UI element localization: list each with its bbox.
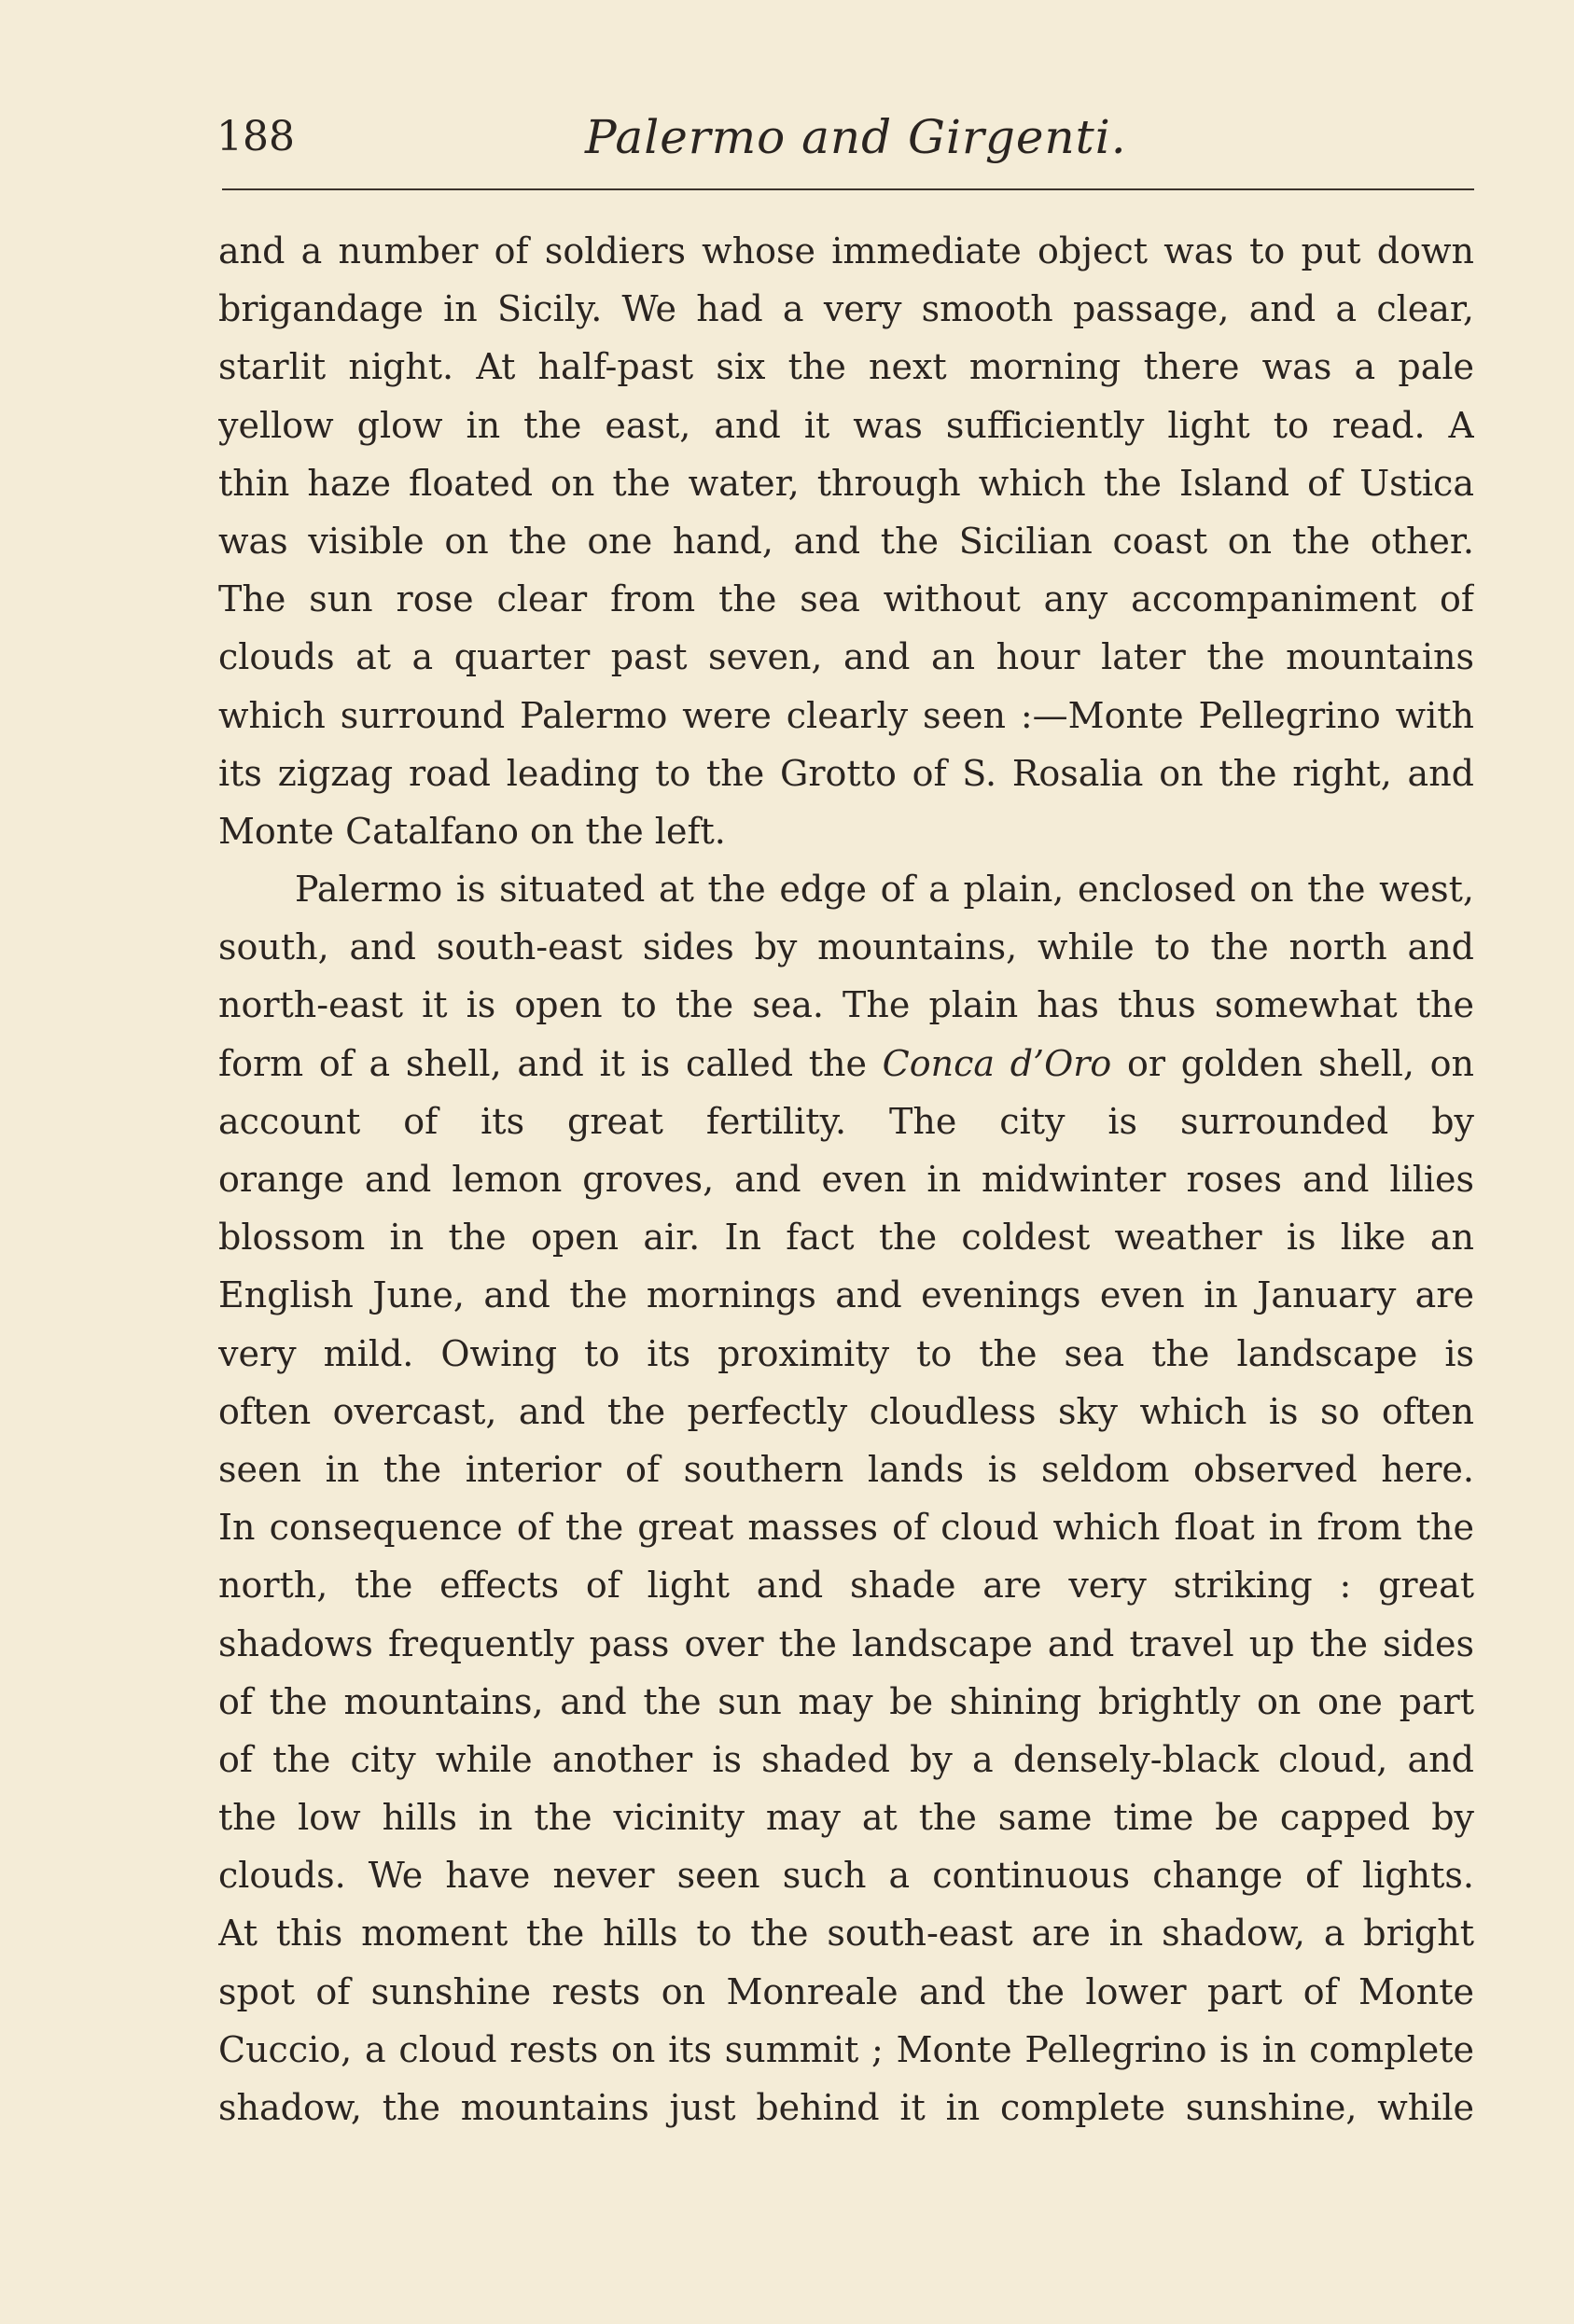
text-line: its zigzag road leading to the Grotto of S. Rosalia on the right, and: [218, 752, 1474, 794]
text-line: clouds. We have never seen such a continuous change of lights.: [218, 1855, 1474, 1897]
paragraph-2: [218, 860, 1474, 2136]
running-title: Palermo and Girgenti.: [585, 110, 1127, 164]
text-line: spot of sunshine rests on Monreale and the lower part of Monte: [218, 1970, 1474, 2012]
text-line: In consequence of the great masses of cloud which float in from the: [218, 1507, 1474, 1549]
text-line: often overcast, and the perfectly cloudless sky which is so often: [218, 1390, 1474, 1432]
text-line: was visible on the one hand, and the Sicilian coast on the other.: [218, 520, 1474, 562]
text-line: Monte Catalfano on the left.: [218, 810, 726, 852]
body-text: [218, 222, 1474, 2136]
text-line: yellow glow in the east, and it was sufficiently light to read. A: [218, 404, 1474, 446]
page-header: [216, 104, 1476, 170]
text-line: very mild. Owing to its proximity to the sea the landscape is: [218, 1332, 1474, 1374]
text-line: shadow, the mountains just behind it in complete sunshine, while: [218, 2087, 1474, 2128]
text-line: Cuccio, a cloud rests on its summit ; Monte Pellegrino is in complete: [218, 2028, 1474, 2070]
text-line: At this moment the hills to the south-east are in shadow, a bright: [218, 1913, 1474, 1955]
text-line: orange and lemon groves, and even in midwinter roses and lilies: [218, 1159, 1474, 1200]
page-number: 188: [216, 113, 295, 160]
text-line: shadows frequently pass over the landscape and travel up the sides: [218, 1622, 1474, 1664]
text-line: account of its great fertility. The city is surrounded by: [218, 1100, 1474, 1142]
text-line: seen in the interior of southern lands is seldom observed here.: [218, 1448, 1474, 1490]
paragraph-1: [218, 222, 1474, 860]
line-start: form of a shell, and it is called the: [218, 1042, 867, 1084]
text-line: north, the effects of light and shade are very striking : great: [218, 1565, 1474, 1607]
text-line: blossom in the open air. In fact the coldest weather is like an: [218, 1217, 1474, 1259]
text-line: of the city while another is shaded by a densely-black cloud, and: [218, 1738, 1474, 1780]
text-line: thin haze floated on the water, through which the Island of Ustica: [218, 462, 1474, 504]
text-line: The sun rose clear from the sea without any accompaniment of: [218, 578, 1474, 620]
text-line: south, and south-east sides by mountains, while to the north and: [218, 926, 1474, 968]
text-line: and a number of soldiers whose immediate object was to put down: [218, 230, 1474, 271]
text-line: English June, and the mornings and evenings even in January are: [218, 1274, 1474, 1316]
text-line: Palermo is situated at the edge of a plain, enclosed on the west,: [295, 869, 1474, 911]
text-line: of the mountains, and the sun may be shining brightly on one part: [218, 1680, 1474, 1722]
text-line-with-italic: [218, 1035, 1474, 1092]
italic-phrase: Conca d’Oro: [882, 1042, 1112, 1084]
text-line: the low hills in the vicinity may at the same time be capped by: [218, 1797, 1474, 1839]
text-line: brigandage in Sicily. We had a very smooth passage, and a clear,: [218, 288, 1474, 330]
line-end: or golden shell, on: [1127, 1042, 1474, 1084]
text-line: starlit night. At half-past six the next morning there was a pale: [218, 346, 1474, 388]
text-line: north-east it is open to the sea. The plain has thus somewhat the: [218, 984, 1474, 1026]
header-rule: [222, 188, 1474, 190]
text-line: which surround Palermo were clearly seen :—Monte Pellegrino with: [218, 694, 1474, 736]
text-line: clouds at a quarter past seven, and an hour later the mountains: [218, 636, 1474, 678]
